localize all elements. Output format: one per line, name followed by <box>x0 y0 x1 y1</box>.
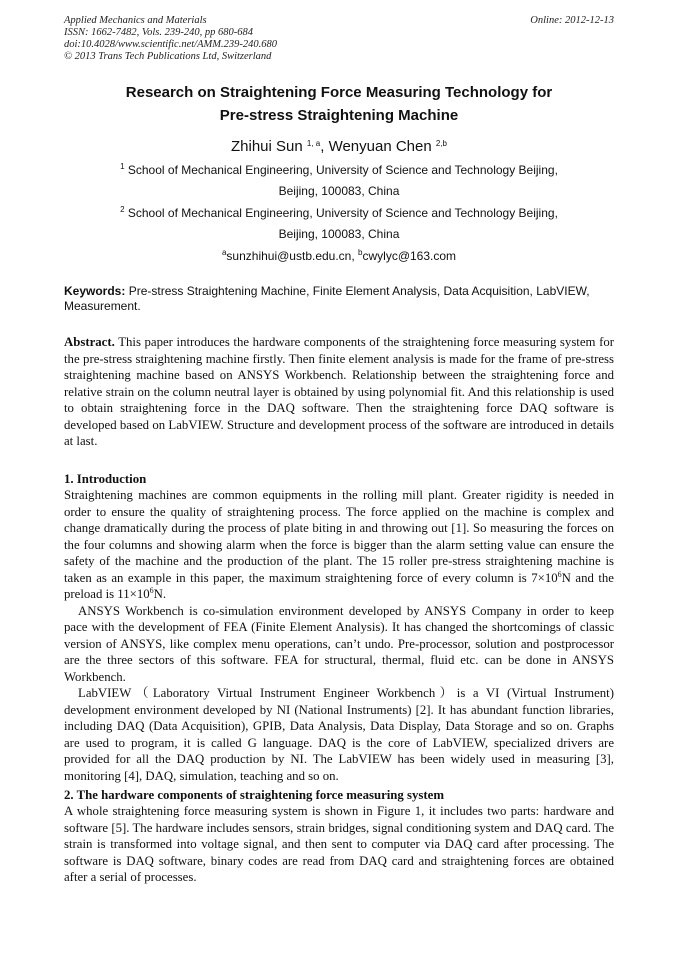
keywords-text: Pre-stress Straightening Machine, Finite Element Analysis, Data Acquisition, LabVIEW, Measurement. <box>64 284 590 313</box>
affiliation-1 <box>64 160 614 202</box>
section-1-paragraph-1 <box>64 487 614 603</box>
online-date: Online: 2012-12-13 <box>530 15 614 26</box>
copyright-line: © 2013 Trans Tech Publications Ltd, Switzerland <box>64 51 272 62</box>
abstract-text: This paper introduces the hardware components of the straightening force measuring system for the pre-stress straightening machine firstly. Then finite element analysis is made for the frame of pre-stress straightening machine based on ANSYS Workbench. Relationship between the straightening force and relative strain on the column neutral layer is obtained by using polynomial fit. And this relationship is used to obtain straightening force in the DAQ software. Then the straightening force DAQ software is developed based on LabVIEW. Structure and development process of the software are introduced in details at last. <box>64 335 614 448</box>
paragraph-1-text-b: N and the preload is 11×10 <box>64 570 614 601</box>
keywords-label: Keywords: <box>64 284 126 298</box>
email-a-link[interactable]: sunzhihui@ustb.edu.cn <box>226 249 352 263</box>
paragraph-1-text-c: N. <box>153 587 167 601</box>
title-line-2: Pre-stress Straightening Machine <box>219 107 459 124</box>
doi-line: doi:10.4028/www.scientific.net/AMM.239-240.680 <box>64 39 277 50</box>
affiliation-1-number: 1 <box>120 162 125 171</box>
email-separator: , <box>351 249 359 263</box>
section-2-heading: 2. The hardware components of straightening force measuring system <box>64 788 444 802</box>
keywords-block <box>64 284 614 314</box>
section-1-paragraph-3: LabVIEW（Laboratory Virtual Instrument Engineer Workbench）is a VI (Virtual Instrument) development environment developed by NI (National Instruments) [2]. It has abundant function libraries, including DAQ (Data Acquisition), GPIB, Data Analysis, Data Display, Data Storage and so on. Graphs are used to program, it is called G language. DAQ is the core of LabVIEW, specialized drivers are provided for all the DAQ production by NI. The LabVIEW has been widely used in measuring [3], monitoring [4], DAQ, simulation, teaching and so on. <box>64 686 614 783</box>
section-1-body <box>64 487 614 784</box>
journal-header <box>64 15 424 63</box>
author-1-name: Zhihui Sun <box>231 138 303 155</box>
email-a-marker: a <box>221 248 227 257</box>
email-b-marker: b <box>358 248 363 257</box>
abstract-label: Abstract. <box>64 335 115 349</box>
author-separator: , <box>320 138 329 155</box>
section-2-paragraph-1: A whole straightening force measuring system is shown in Figure 1, it includes two parts: hardware and software [5]. The hardware includes sensors, strain bridges, signal conditioning system and DAQ card. The strain is transformed into voltage signal, and then sent to computer via DAQ card after processing. The software is DAQ software, binary codes are read from DAQ card and straightening forces are obtained after a serial of processes. <box>64 804 614 884</box>
affiliation-1-line-2: Beijing, 100083, China <box>278 184 400 198</box>
abstract-block <box>64 334 614 450</box>
journal-name: Applied Mechanics and Materials <box>64 15 207 26</box>
author-emails <box>64 246 614 267</box>
author-2-marker: 2,b <box>435 139 447 148</box>
author-list <box>64 136 614 158</box>
affiliation-1-line-1: School of Mechanical Engineering, University of Science and Technology Beijing, <box>127 163 558 177</box>
exponent-2: 6 <box>149 586 154 595</box>
affiliation-2 <box>64 203 614 245</box>
paper-title <box>64 81 614 127</box>
paragraph-1-text-a: Straightening machines are common equipments in the rolling mill plant. Greater rigidity is needed in order to ensure the quality of straightening process. The force applied on the machine is complex and change dramatically during the process of plate biting in and throwing out [1]. So measuring the forces on the four columns and showing alarm when the force is bigger than the alarm setting value can ensure the safety of the machine and the production of the plant. The 15 roller pre-stress straightening machine is taken as an example in this paper, the maximum straightening force of every column is 7×10 <box>64 488 614 585</box>
exponent-1: 6 <box>557 569 562 579</box>
affiliation-2-line-1: School of Mechanical Engineering, University of Science and Technology Beijing, <box>127 206 558 220</box>
author-2-name: Wenyuan Chen <box>328 138 432 155</box>
issn-line: ISSN: 1662-7482, Vols. 239-240, pp 680-684 <box>64 27 253 38</box>
section-1-heading: 1. Introduction <box>64 472 147 486</box>
author-1-marker: 1, a <box>306 139 321 148</box>
affiliation-2-number: 2 <box>120 205 125 214</box>
section-1-paragraph-2: ANSYS Workbench is co-simulation environment developed by ANSYS Company in order to keep pace with the development of FEA (Finite Element Analysis). It has changed the shortcomings of classic version of ANSYS, like complex menu operations, can’t undo. Pre-processor, solution and postprocessor are the three sectors of this software. FEA for structural, thermal, fluid etc. can be done in ANSYS Workbench. <box>64 603 614 684</box>
email-b-link[interactable]: cwylyc@163.com <box>362 249 457 263</box>
affiliation-2-line-2: Beijing, 100083, China <box>278 227 400 241</box>
title-line-1: Research on Straightening Force Measuring Technology for <box>125 84 553 101</box>
